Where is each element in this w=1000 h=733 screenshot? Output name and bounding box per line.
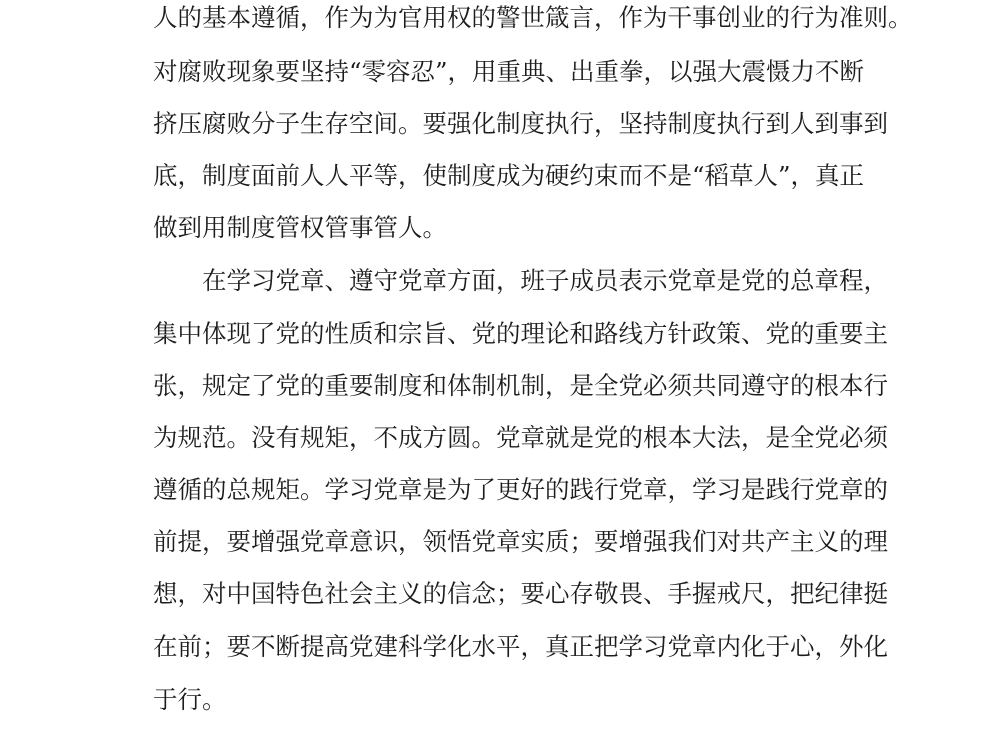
text-line: 对腐败现象要坚持“零容忍”，用重典、出重拳，以强大震慑力不断: [153, 57, 865, 86]
text-line: 为规范。没有规矩，不成方圆。党章就是党的根本大法，是全党必须: [153, 423, 888, 452]
text-line: 于行。: [153, 685, 227, 714]
text-line: 想，对中国特色社会主义的信念；要心存敬畏、手握戒尺，把纪律挺: [153, 579, 888, 608]
paragraph-first-line: 在学习党章、遵守党章方面，班子成员表示党章是党的总章程，: [202, 266, 888, 295]
text-line: 做到用制度管权管事管人。: [153, 213, 447, 242]
text-line: 张，规定了党的重要制度和体制机制，是全党必须共同遵守的根本行: [153, 371, 888, 400]
text-line: 在前；要不断提高党建科学化水平，真正把学习党章内化于心，外化: [153, 632, 888, 661]
text-line: 遵循的总规矩。学习党章是为了更好的践行党章，学习是践行党章的: [153, 475, 888, 504]
text-line: 人的基本遵循，作为为官用权的警世箴言，作为干事创业的行为准则。: [153, 3, 913, 32]
text-line: 底，制度面前人人平等，使制度成为硬约束而不是“稻草人”，真正: [153, 161, 865, 190]
text-line: 挤压腐败分子生存空间。要强化制度执行，坚持制度执行到人到事到: [153, 109, 888, 138]
text-line: 前提，要增强党章意识，领悟党章实质；要增强我们对共产主义的理: [153, 527, 888, 556]
text-line: 集中体现了党的性质和宗旨、党的理论和路线方针政策、党的重要主: [153, 319, 888, 348]
